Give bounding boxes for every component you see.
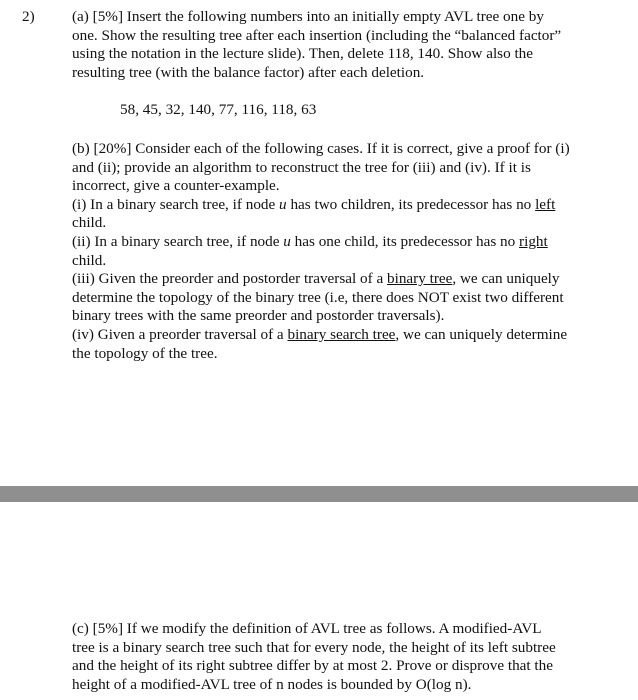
question-number: 2) bbox=[22, 8, 35, 25]
case-ii-text: (ii) In a binary search tree, if node bbox=[72, 232, 284, 250]
case-iii-cont: binary trees with the same preorder and postorder traversals). bbox=[72, 307, 445, 325]
part-a bbox=[72, 8, 622, 82]
underlined-term: binary tree bbox=[387, 270, 453, 288]
part-a-line: (a) [5%] Insert the following numbers into an initially empty AVL tree one by bbox=[72, 8, 544, 25]
case-iv-cont: the topology of the tree. bbox=[72, 344, 218, 362]
case-iv-text: (iv) Given a preorder traversal of a bbox=[72, 325, 288, 343]
underlined-term: right bbox=[519, 232, 548, 250]
part-a-line: resulting tree (with the balance factor) after each deletion. bbox=[72, 63, 425, 81]
part-a-line: using the notation in the lecture slide). Then, delete 118, 140. Show also the bbox=[72, 45, 534, 63]
part-c-line: tree is a binary search tree such that for every node, the height of its left subtree bbox=[72, 638, 556, 656]
underlined-term: binary search tree bbox=[287, 325, 396, 343]
insert-sequence: 58, 45, 32, 140, 77, 116, 118, 63 bbox=[120, 101, 317, 118]
case-i bbox=[72, 196, 622, 215]
part-c-line: height of a modified-AVL tree of n nodes is bounded by O(log n). bbox=[72, 675, 472, 693]
page-divider bbox=[0, 486, 638, 502]
part-b bbox=[72, 140, 622, 363]
case-ii bbox=[72, 233, 622, 252]
part-c-line: and the height of its right subtree differ by at most 2. Prove or disprove that the bbox=[72, 657, 553, 675]
case-iii bbox=[72, 270, 622, 289]
case-i-cont: child. bbox=[72, 214, 107, 232]
case-i-text: has two children, its predecessor has no bbox=[286, 195, 536, 213]
case-iv bbox=[72, 326, 622, 345]
part-c-line: (c) [5%] If we modify the definition of AVL tree as follows. A modified-AVL bbox=[72, 620, 542, 637]
part-a-line: one. Show the resulting tree after each insertion (including the “balanced factor” bbox=[72, 26, 562, 44]
case-iii-text: (iii) Given the preorder and postorder traversal of a bbox=[72, 270, 388, 288]
part-a-numbers bbox=[72, 101, 622, 120]
part-b-intro-line: incorrect, give a counter-example. bbox=[72, 177, 280, 195]
case-ii-text: has one child, its predecessor has no bbox=[290, 232, 520, 250]
case-i-text: (i) In a binary search tree, if node bbox=[72, 195, 280, 213]
case-iii-cont: determine the topology of the binary tree (i.e, there does NOT exist two different bbox=[72, 288, 564, 306]
node-variable: u bbox=[283, 232, 291, 250]
case-iii-text: , we can uniquely bbox=[452, 270, 560, 288]
part-b-intro-line: (b) [20%] Consider each of the following cases. If it is correct, give a proof for (i) bbox=[72, 140, 570, 157]
underlined-term: left bbox=[535, 195, 556, 213]
node-variable: u bbox=[279, 195, 287, 213]
part-c bbox=[72, 620, 622, 694]
case-iv-text: , we can uniquely determine bbox=[395, 325, 568, 343]
case-ii-cont: child. bbox=[72, 251, 107, 269]
part-b-intro-line: and (ii); provide an algorithm to reconstruct the tree for (iii) and (iv). If it is bbox=[72, 158, 531, 176]
